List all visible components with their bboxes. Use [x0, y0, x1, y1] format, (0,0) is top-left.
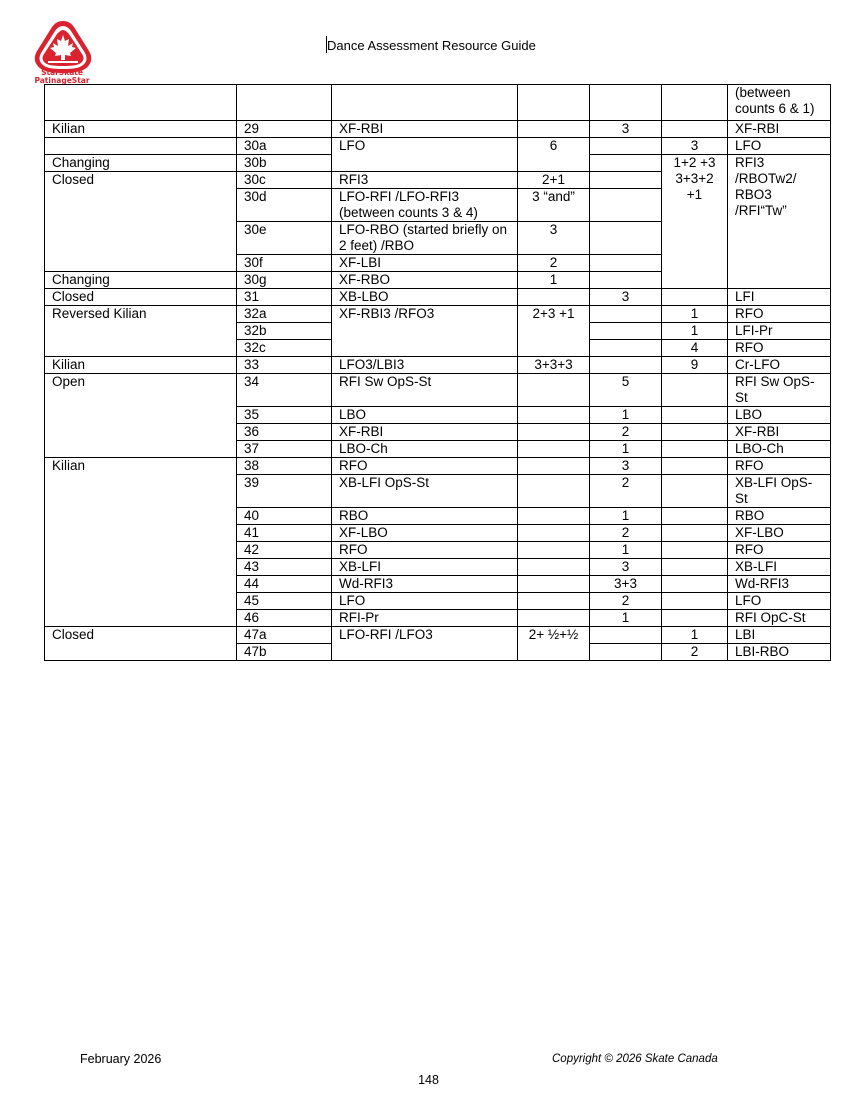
hold-cell: Changing — [45, 272, 237, 289]
beats-cell: 1 — [662, 306, 728, 323]
step-number-cell: 45 — [237, 593, 332, 610]
step-number-cell: 34 — [237, 374, 332, 407]
step-cell: LBI — [728, 627, 831, 644]
hold-cell — [45, 85, 237, 121]
step-cell: LFI — [728, 289, 831, 306]
step-cell: LBI-RBO — [728, 644, 831, 661]
beats-cell — [518, 542, 590, 559]
beats-cell — [662, 610, 728, 627]
beats-cell — [662, 508, 728, 525]
beats-cell: 1 — [518, 272, 590, 289]
beats-cell — [590, 255, 662, 272]
step-number-cell: 37 — [237, 441, 332, 458]
step-number-cell — [237, 85, 332, 121]
beats-cell — [590, 323, 662, 340]
step-description-cell: LBO — [332, 407, 518, 424]
step-description-cell: RBO — [332, 508, 518, 525]
step-cell: RFI3 /RBOTw2/ RBO3 /RFI“Tw” — [728, 155, 831, 289]
hold-cell: Closed — [45, 627, 237, 661]
beats-cell — [662, 374, 728, 407]
hold-cell: Reversed Kilian — [45, 306, 237, 357]
beats-cell — [662, 576, 728, 593]
beats-cell — [662, 559, 728, 576]
beats-cell — [518, 458, 590, 475]
step-description-cell: XB-LFI OpS-St — [332, 475, 518, 508]
step-description-cell: RFO — [332, 542, 518, 559]
beats-cell: 4 — [662, 340, 728, 357]
step-cell: LFO — [728, 138, 831, 155]
step-number-cell: 30e — [237, 222, 332, 255]
step-description-cell: RFI-Pr — [332, 610, 518, 627]
step-number-cell: 40 — [237, 508, 332, 525]
step-description-cell: RFI Sw OpS-St — [332, 374, 518, 407]
step-cell: (between counts 6 & 1) — [728, 85, 831, 121]
beats-cell — [590, 189, 662, 222]
step-number-cell: 30b — [237, 155, 332, 172]
beats-cell: 1 — [590, 542, 662, 559]
hold-cell — [45, 138, 237, 155]
beats-cell — [590, 357, 662, 374]
step-cell: XF-RBI — [728, 121, 831, 138]
step-cell: Wd-RFI3 — [728, 576, 831, 593]
beats-cell: 2 — [590, 593, 662, 610]
table-row — [45, 306, 831, 323]
beats-cell — [662, 85, 728, 121]
beats-cell — [662, 289, 728, 306]
hold-cell: Kilian — [45, 121, 237, 138]
beats-cell: 3 — [590, 559, 662, 576]
step-description-cell: XF-RBI — [332, 424, 518, 441]
beats-cell — [518, 121, 590, 138]
beats-cell: 2+1 — [518, 172, 590, 189]
step-number-cell: 41 — [237, 525, 332, 542]
step-cell: LBO-Ch — [728, 441, 831, 458]
step-description-cell: LFO-RFI /LFO3 — [332, 627, 518, 661]
step-description-cell: XF-LBI — [332, 255, 518, 272]
footer-date: February 2026 — [80, 1052, 162, 1066]
beats-cell: 2 — [518, 255, 590, 272]
step-number-cell: 46 — [237, 610, 332, 627]
step-cell: RFO — [728, 340, 831, 357]
step-cell: Cr-LFO — [728, 357, 831, 374]
footer-copyright: Copyright © 2026 Skate Canada — [552, 1053, 718, 1065]
step-description-cell — [332, 85, 518, 121]
beats-cell: 1 — [590, 508, 662, 525]
logo-text-starskate: StarSkate — [41, 68, 83, 77]
hold-cell: Closed — [45, 172, 237, 272]
step-cell: LBO — [728, 407, 831, 424]
beats-cell — [590, 272, 662, 289]
beats-cell — [662, 407, 728, 424]
step-number-cell: 32b — [237, 323, 332, 340]
dance-steps-table — [44, 84, 831, 661]
beats-cell — [518, 525, 590, 542]
step-number-cell: 39 — [237, 475, 332, 508]
step-cell: RBO — [728, 508, 831, 525]
step-cell: RFO — [728, 306, 831, 323]
beats-cell: 2 — [590, 475, 662, 508]
beats-cell — [590, 222, 662, 255]
step-number-cell: 30f — [237, 255, 332, 272]
step-description-cell: LFO — [332, 593, 518, 610]
beats-cell — [518, 508, 590, 525]
step-description-cell: XF-RBO — [332, 272, 518, 289]
step-number-cell: 44 — [237, 576, 332, 593]
beats-cell — [590, 155, 662, 172]
step-cell: RFI Sw OpS-St — [728, 374, 831, 407]
hold-cell: Closed — [45, 289, 237, 306]
beats-cell — [590, 306, 662, 323]
step-number-cell: 42 — [237, 542, 332, 559]
beats-cell — [590, 85, 662, 121]
hold-cell: Kilian — [45, 458, 237, 627]
table-row — [45, 357, 831, 374]
step-description-cell: Wd-RFI3 — [332, 576, 518, 593]
step-description-cell: XF-LBO — [332, 525, 518, 542]
beats-cell — [662, 424, 728, 441]
step-description-cell: RFI3 — [332, 172, 518, 189]
step-description-cell: XB-LFI — [332, 559, 518, 576]
beats-cell — [518, 610, 590, 627]
beats-cell — [662, 441, 728, 458]
beats-cell: 1 — [662, 323, 728, 340]
beats-cell — [518, 407, 590, 424]
step-number-cell: 38 — [237, 458, 332, 475]
beats-cell — [518, 441, 590, 458]
beats-cell — [518, 559, 590, 576]
beats-cell — [590, 627, 662, 644]
step-number-cell: 29 — [237, 121, 332, 138]
step-cell: LFI-Pr — [728, 323, 831, 340]
beats-cell: 3 — [590, 121, 662, 138]
beats-cell — [518, 85, 590, 121]
beats-cell: 3 — [662, 138, 728, 155]
step-cell: LFO — [728, 593, 831, 610]
step-description-cell: LFO-RBO (started briefly on 2 feet) /RBO — [332, 222, 518, 255]
beats-cell: 1 — [590, 441, 662, 458]
step-number-cell: 30a — [237, 138, 332, 155]
beats-cell: 2+3 +1 — [518, 306, 590, 357]
table-row — [45, 289, 831, 306]
beats-cell: 3+3+3 — [518, 357, 590, 374]
beats-cell: 2 — [662, 644, 728, 661]
step-number-cell: 36 — [237, 424, 332, 441]
table-row — [45, 458, 831, 475]
hold-cell: Open — [45, 374, 237, 458]
page-header-title: Dance Assessment Resource Guide — [327, 38, 536, 53]
beats-cell — [662, 121, 728, 138]
table-row — [45, 374, 831, 407]
step-description-cell: LFO-RFI /LFO-RFI3 (between counts 3 & 4) — [332, 189, 518, 222]
step-number-cell: 35 — [237, 407, 332, 424]
table-row — [45, 627, 831, 644]
beats-cell — [662, 458, 728, 475]
step-cell: RFI OpC-St — [728, 610, 831, 627]
beats-cell: 5 — [590, 374, 662, 407]
hold-cell: Kilian — [45, 357, 237, 374]
step-description-cell: LFO3/LBI3 — [332, 357, 518, 374]
beats-cell — [662, 525, 728, 542]
beats-cell — [662, 542, 728, 559]
beats-cell: 2+ ½+½ — [518, 627, 590, 661]
beats-cell: 1 — [662, 627, 728, 644]
step-number-cell: 30d — [237, 189, 332, 222]
beats-cell — [662, 593, 728, 610]
step-number-cell: 32c — [237, 340, 332, 357]
table-row — [45, 121, 831, 138]
step-description-cell: LBO-Ch — [332, 441, 518, 458]
page-number: 148 — [418, 1073, 439, 1087]
beats-cell: 2 — [590, 525, 662, 542]
beats-cell: 1 — [590, 610, 662, 627]
step-description-cell: XB-LBO — [332, 289, 518, 306]
beats-cell — [518, 475, 590, 508]
step-description-cell: XF-RBI — [332, 121, 518, 138]
step-cell: XB-LFI — [728, 559, 831, 576]
step-description-cell: XF-RBI3 /RFO3 — [332, 306, 518, 357]
step-number-cell: 47b — [237, 644, 332, 661]
beats-cell — [590, 644, 662, 661]
step-cell: RFO — [728, 542, 831, 559]
beats-cell: 6 — [518, 138, 590, 172]
table-row — [45, 85, 831, 121]
step-cell: XF-LBO — [728, 525, 831, 542]
step-cell: XF-RBI — [728, 424, 831, 441]
beats-cell: 3 — [518, 222, 590, 255]
step-number-cell: 30g — [237, 272, 332, 289]
beats-cell: 1 — [590, 407, 662, 424]
step-description-cell: RFO — [332, 458, 518, 475]
logo-text-patinagestar: PatinageStar — [34, 76, 90, 85]
step-number-cell: 31 — [237, 289, 332, 306]
table-row — [45, 138, 831, 155]
beats-cell: 2 — [590, 424, 662, 441]
beats-cell: 9 — [662, 357, 728, 374]
step-cell: XB-LFI OpS-St — [728, 475, 831, 508]
step-description-cell: LFO — [332, 138, 518, 172]
step-number-cell: 47a — [237, 627, 332, 644]
beats-cell — [518, 374, 590, 407]
step-cell: RFO — [728, 458, 831, 475]
beats-cell: 3 “and” — [518, 189, 590, 222]
step-number-cell: 43 — [237, 559, 332, 576]
beats-cell: 1+2 +3 3+3+2 +1 — [662, 155, 728, 289]
beats-cell — [518, 593, 590, 610]
beats-cell — [518, 289, 590, 306]
beats-cell — [590, 138, 662, 155]
beats-cell: 3 — [590, 458, 662, 475]
step-number-cell: 33 — [237, 357, 332, 374]
logo-wordmark — [22, 69, 102, 85]
beats-cell — [590, 340, 662, 357]
beats-cell: 3+3 — [590, 576, 662, 593]
beats-cell — [518, 576, 590, 593]
hold-cell: Changing — [45, 155, 237, 172]
beats-cell — [518, 424, 590, 441]
beats-cell — [590, 172, 662, 189]
beats-cell: 3 — [590, 289, 662, 306]
step-number-cell: 32a — [237, 306, 332, 323]
step-number-cell: 30c — [237, 172, 332, 189]
beats-cell — [662, 475, 728, 508]
